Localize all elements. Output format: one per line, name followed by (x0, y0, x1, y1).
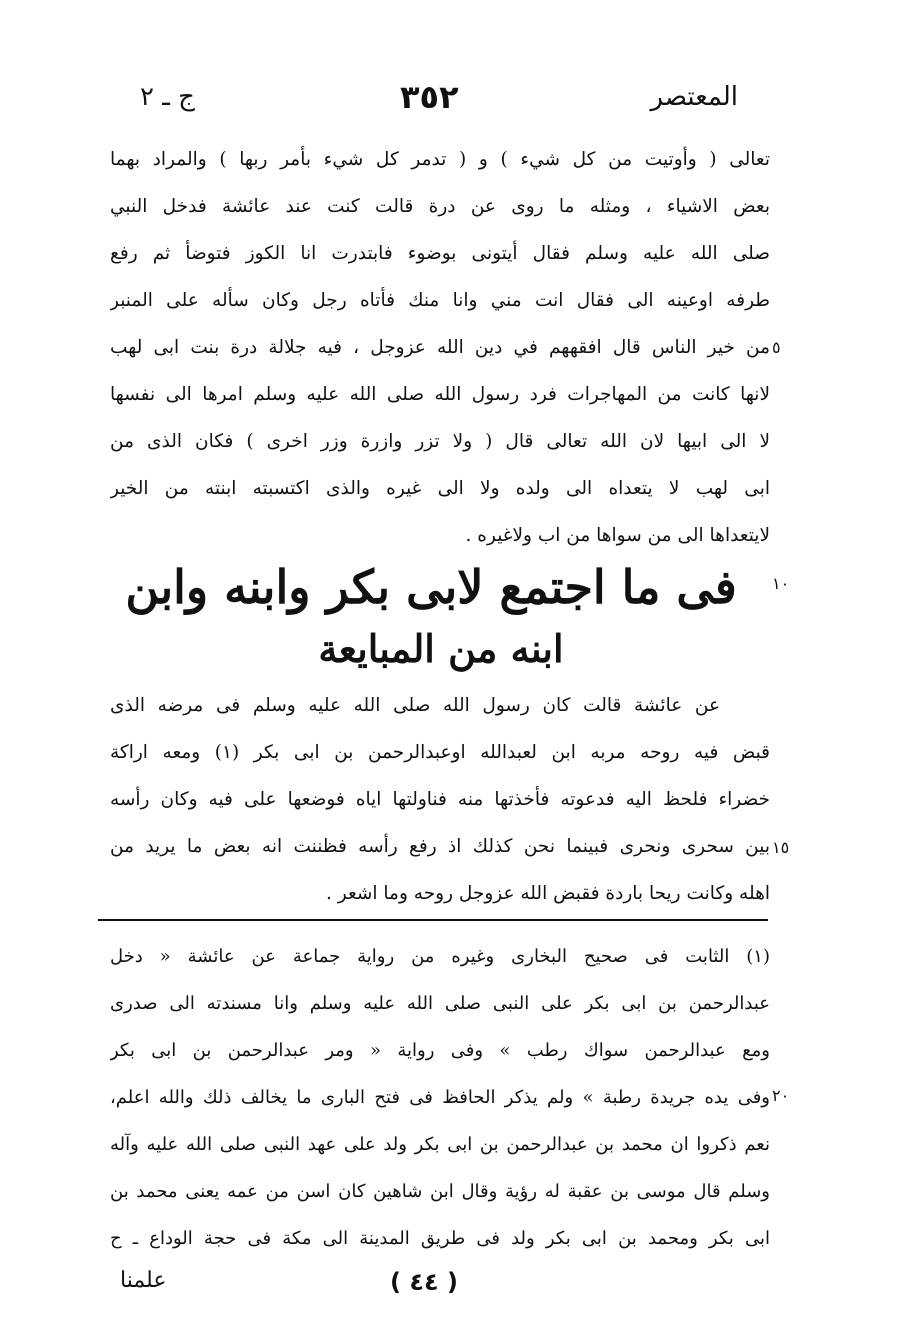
body-line: تعالى ( وأوتيت من كل شيء ) و ( تدمر كل شيء بأمر ربها ) والمراد بهما (110, 149, 770, 170)
body-line: صلى الله عليه وسلم فقال أيتونى بوضوء فابتدرت انا الكوز فتوضأ ثم رفع (110, 243, 770, 264)
line-marker-20: ٢٠ (772, 1086, 790, 1105)
page-header (0, 78, 898, 126)
section-line: قبض فيه روحه مربه ابن لعبدالله اوعبدالرحمن بن ابى بكر (١) ومعه اراكة (110, 742, 770, 763)
volume-label: ج ـ ٢ (140, 82, 195, 112)
footnote-divider (98, 919, 768, 921)
page-number: ٣٥٢ (400, 78, 459, 116)
book-title: المعتصر (650, 82, 738, 112)
body-line: بعض الاشياء ، ومثله ما روى عن درة قالت كنت عند عائشة فدخل النبي (110, 196, 770, 217)
section-line: عن عائشة قالت كان رسول الله صلى الله عليه وسلم فى مرضه الذى (110, 695, 720, 716)
section-heading: فى ما اجتمع لابى بكر وابنه وابن (125, 560, 737, 614)
footnote-line: وسلم قال موسى بن عقبة له رؤية وقال ابن شاهين كان اسن من عمه يعنى محمد بن (110, 1181, 770, 1202)
section-line: بين سحرى ونحرى فبينما نحن كذلك اذ رفع رأسه فظننت انه بعض ما يريد من (110, 836, 770, 857)
section-line: اهله وكانت ريحا باردة فقبض الله عزوجل روحه وما اشعر . (326, 883, 770, 904)
section-line: خضراء فلحظ اليه فدعوته فأخذتها منه فناولتها اياه فوضعها على فيه وكان رأسه (110, 789, 770, 810)
page-footer (0, 1268, 898, 1308)
body-line: لايتعداها الى من سواها من اب ولاغيره . (465, 525, 770, 546)
body-line: من خير الناس قال افقههم في دين الله عزوجل ، فيه جلالة درة بنت ابى لهب (110, 337, 770, 358)
body-line: ابى لهب لا يتعداه الى ولده ولا الى غيره والذى اكتسبته ابنته من الخير (110, 478, 770, 499)
catchword: علمنا (120, 1268, 167, 1293)
signature-mark: ( ٤٤ ) (390, 1268, 458, 1296)
line-marker-10: ١٠ (772, 574, 790, 593)
footnote-line: نعم ذكروا ان محمد بن عبدالرحمن بن ابى بكر ولد على عهد النبى صلى الله عليه وآله (110, 1134, 770, 1155)
footnote-line: (١) الثابت فى صحيح البخارى وغيره من رواية جماعة عن عائشة « دخل (110, 946, 770, 967)
line-marker-15: ١٥ (772, 838, 790, 857)
footnote-line: ابى بكر ومحمد بن ابى بكر ولد فى طريق المدينة الى مكة فى حجة الوداع ـ ح (110, 1228, 770, 1249)
body-line: طرفه اوعينه الى فقال انت مني وانا منك فأتاه رجل وكان سأله على المنبر (110, 290, 770, 311)
body-line: لانها كانت من المهاجرات فرد رسول الله صلى الله عليه وسلم امرها الى نفسها (110, 384, 770, 405)
footnote-line: وفى يده جريدة رطبة » ولم يذكر الحافظ فى فتح البارى ما يخالف ذلك والله اعلم، (110, 1087, 770, 1108)
body-line: لا الى ابيها لان الله تعالى قال ( ولا تزر وازرة وزر اخرى ) فكان الذى من (110, 431, 770, 452)
footnote-line: ومع عبدالرحمن سواك رطب » وفى رواية « ومر عبدالرحمن بن ابى بكر (110, 1040, 770, 1061)
line-marker-5: ٥ (772, 338, 781, 357)
section-heading-line-2: ابنه من المبايعة (318, 626, 564, 671)
footnote-line: عبدالرحمن بن ابى بكر على النبى صلى الله عليه وسلم وانا مسندته الى صدرى (110, 993, 770, 1014)
